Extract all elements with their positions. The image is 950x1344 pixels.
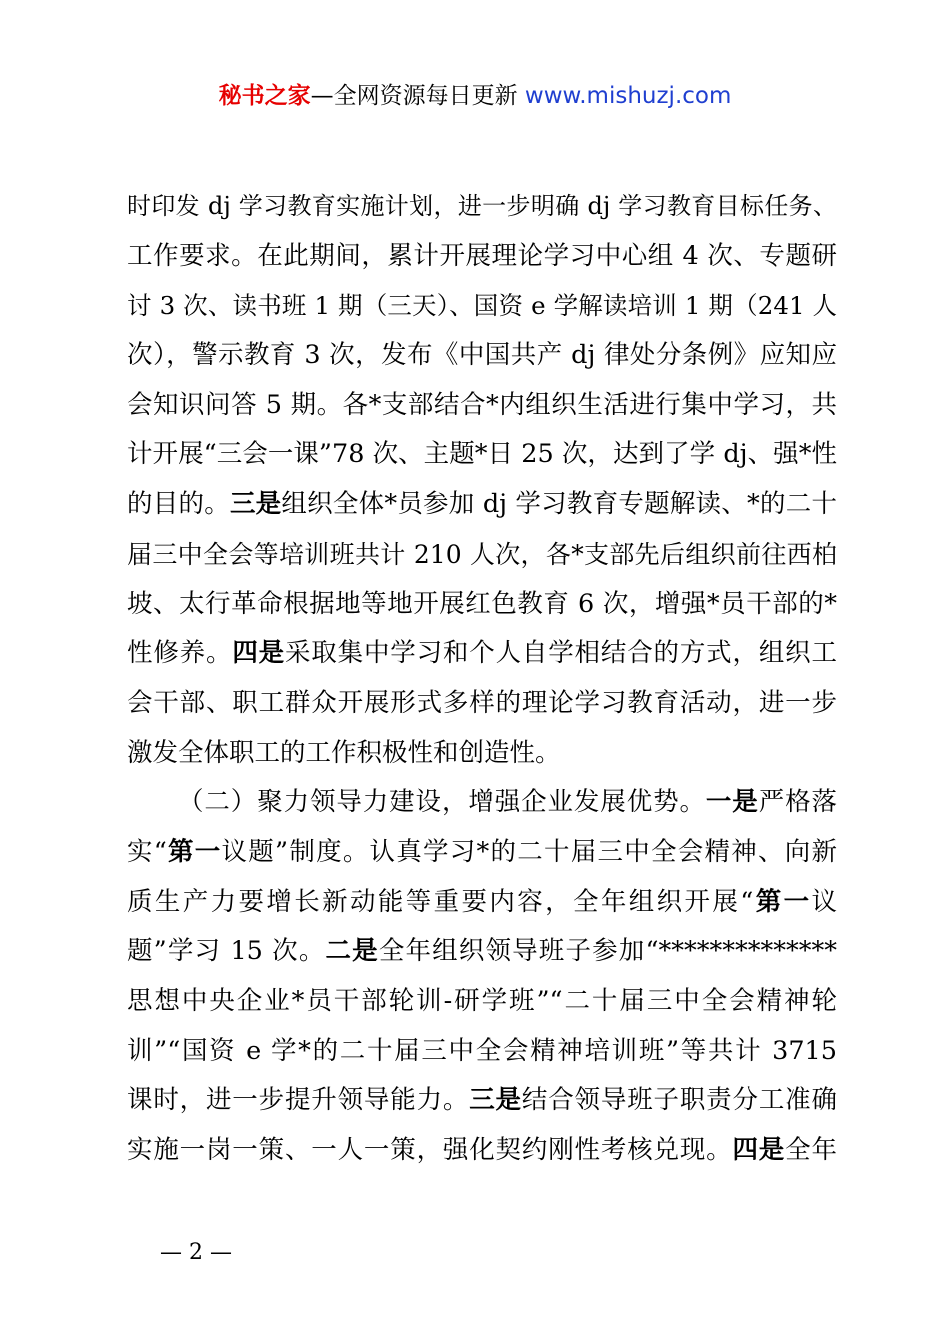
text-run: 实施一岗一策、一人一策，强化契约刚性考核兑现。 (127, 1135, 733, 1166)
section-heading-line (127, 778, 837, 828)
text-run: 届三中全会等培训班共计 210 人次，各*支部先后组织前往西柏 (127, 539, 837, 569)
text-run: 讨 3 次、读书班 1 期（三天）、国资 e 学解读培训 1 期（241 人 (127, 291, 837, 321)
text-line (127, 1027, 837, 1077)
site-url-link[interactable]: www.mishuzj.com (524, 83, 732, 109)
text-run: 会知识问答 5 期。各*支部结合*内组织生活进行集中学习，共 (127, 389, 837, 420)
bold-keyword: 三是 (229, 489, 282, 520)
text-run: 次），警示教育 3 次，发布《中国共产 dj 律处分条例》应知应 (127, 340, 837, 371)
text-line (127, 281, 837, 331)
text-run: 训”“国资 e 学*的二十届三中全会精神培训班”等共计 3715 (127, 1035, 837, 1066)
text-run: 课时，进一步提升领导能力。 (127, 1085, 470, 1116)
bold-keyword: 三是 (469, 1085, 522, 1116)
text-run: 议 (811, 886, 837, 917)
text-line (127, 182, 837, 232)
text-run: 计开展“三会一课”78 次、主题*日 25 次，达到了学 dj、强*性 (127, 439, 837, 470)
bold-keyword: 四是 (232, 638, 285, 669)
bold-keyword: 二是 (325, 936, 379, 967)
text-run: 题”学习 15 次。 (127, 936, 326, 967)
bold-keyword: 第一 (753, 886, 812, 917)
body-text (127, 182, 837, 1176)
bold-keyword: 四是 (732, 1135, 786, 1166)
text-line (127, 679, 837, 729)
text-line (127, 878, 837, 928)
text-run: 性修养。 (127, 638, 233, 669)
text-line (127, 430, 837, 480)
text-run: 组织全体*员参加 dj 学习教育专题解读、*的二十 (281, 489, 837, 520)
text-line (127, 729, 837, 779)
text-line (127, 331, 837, 381)
text-run: 坡、太行革命根据地等地开展红色教育 6 次，增强*员干部的* (127, 588, 837, 619)
text-run: 议题”制度。认真学习*的二十届三中全会精神、向新 (221, 836, 837, 867)
text-line (127, 580, 837, 630)
text-line (127, 629, 837, 679)
bold-keyword: 第一 (166, 836, 222, 867)
text-run: 全年 (785, 1135, 837, 1166)
text-run: 结合领导班子职责分工准确 (521, 1085, 837, 1116)
text-run: 思想中央企业*员干部轮训-研学班”“二十届三中全会精神轮 (127, 986, 837, 1016)
text-run: 质生产力要增长新动能等重要内容，全年组织开展“ (127, 886, 754, 917)
text-line (127, 828, 837, 878)
text-run: 实“ (127, 836, 167, 867)
text-run: 的目的。 (127, 489, 230, 520)
text-line (127, 1126, 837, 1176)
text-line (127, 927, 837, 977)
page-number: — 2 — (160, 1240, 232, 1265)
text-line (127, 232, 837, 282)
section-heading: （二）聚力领导力建设，增强企业发展优势。 (178, 787, 706, 818)
text-run: 工作要求。在此期间，累计开展理论学习中心组 4 次、专题研 (127, 240, 837, 271)
text-run: 严格落 (758, 787, 837, 818)
bold-keyword: 一是 (705, 787, 759, 818)
text-line (127, 480, 837, 530)
text-line (127, 530, 837, 580)
text-line (127, 381, 837, 431)
text-run: 时印发 dj 学习教育实施计划，进一步明确 dj 学习教育目标任务、 (127, 192, 837, 220)
text-run: 激发全体职工的工作积极性和创造性。 (127, 737, 561, 768)
header-tagline: —全网资源每日更新 (310, 83, 525, 109)
text-line (127, 977, 837, 1027)
text-run: 采取集中学习和个人自学相结合的方式，组织工 (284, 638, 837, 669)
brand-name: 秘书之家 (218, 83, 311, 109)
site-header (0, 80, 950, 112)
text-run: 全年组织领导班子参加“************** (378, 936, 837, 967)
text-line (127, 1076, 837, 1126)
text-run: 会干部、职工群众开展形式多样的理论学习教育活动，进一步 (127, 687, 837, 718)
